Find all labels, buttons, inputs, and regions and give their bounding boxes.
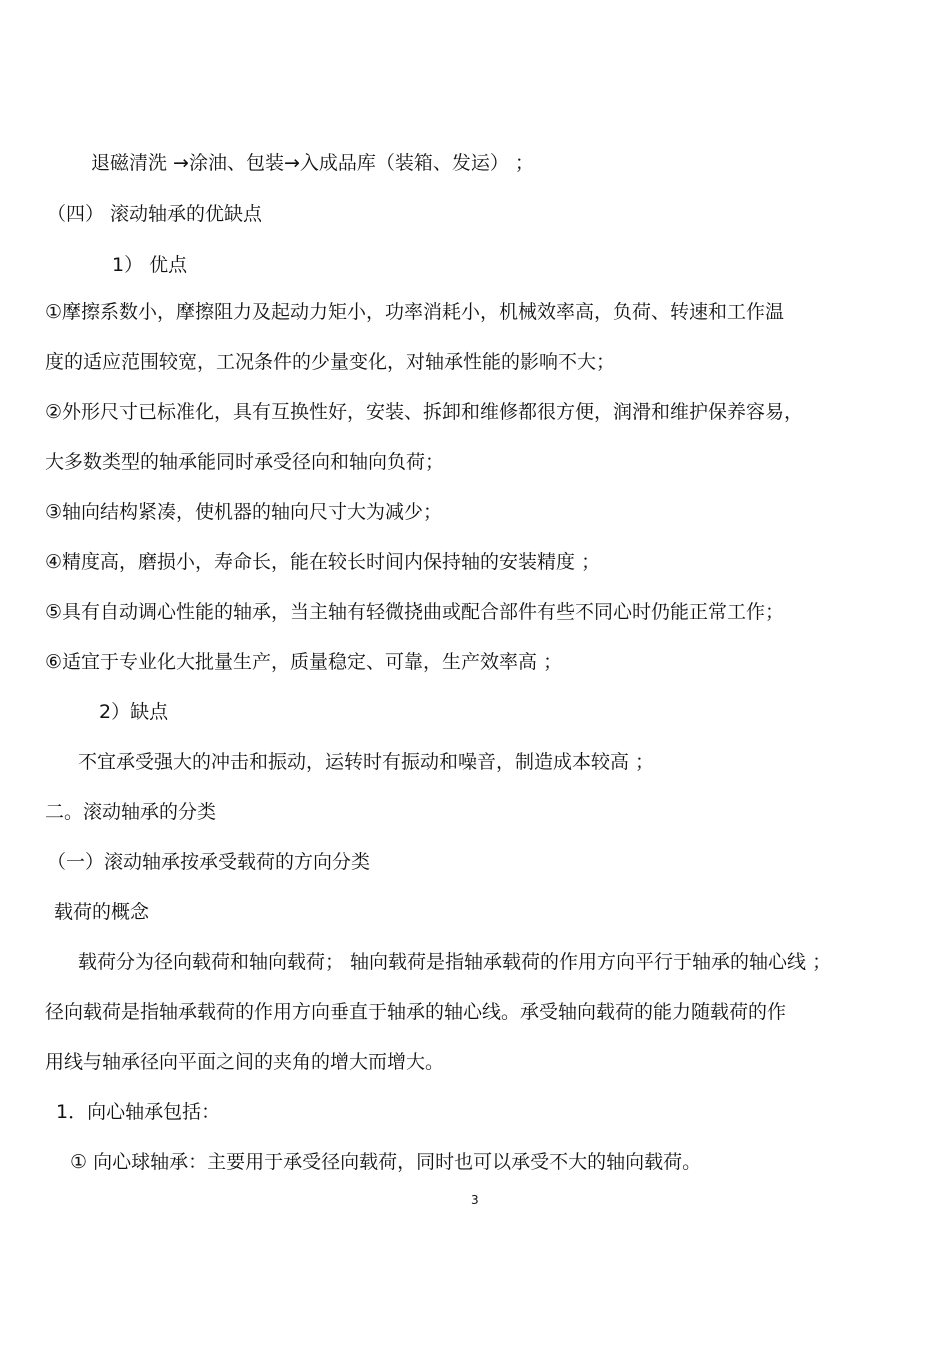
section-heading: （四） 滚动轴承的优缺点 <box>47 203 263 225</box>
list-heading: 1．向心轴承包括： <box>56 1101 221 1123</box>
text-line: ④精度高，磨损小，寿命长，能在较长时间内保持轴的安装精度 ； <box>45 551 601 573</box>
text-line: ②外形尺寸已标准化，具有互换性好，安装、拆卸和维修都很方便，润滑和维护保养容易， <box>45 401 804 423</box>
text-line: 载荷分为径向载荷和轴向载荷； 轴向载荷是指轴承载荷的作用方向平行于轴承的轴心线 ； <box>78 951 832 973</box>
page-number: 3 <box>471 1193 479 1207</box>
text-line: ①摩擦系数小，摩擦阻力及起动力矩小，功率消耗小，机械效率高，负荷、转速和工作温 <box>45 301 785 323</box>
text-line: ⑤具有自动调心性能的轴承，当主轴有轻微挠曲或配合部件有些不同心时仍能正常工作； <box>45 601 785 623</box>
text-line: 大多数类型的轴承能同时承受径向和轴向负荷； <box>45 451 445 473</box>
text-line: 度的适应范围较宽，工况条件的少量变化，对轴承性能的影响不大； <box>45 351 616 373</box>
section-heading: 二。滚动轴承的分类 <box>45 801 217 823</box>
text-line: 不宜承受强大的冲击和振动，运转时有振动和噪音，制造成本较高 ； <box>78 751 655 773</box>
text-line: ⑥适宜于专业化大批量生产，质量稳定、可靠，生产效率高 ； <box>45 651 563 673</box>
subsection-heading: 2）缺点 <box>99 701 169 723</box>
section-heading: （一）滚动轴承按承受载荷的方向分类 <box>47 851 371 873</box>
text-line: 退磁清洗 →涂油、包装→入成品库（装箱、发运） ； <box>91 152 534 174</box>
text-line: ③轴向结构紧凑，使机器的轴向尺寸大为减少； <box>45 501 443 523</box>
subsection-heading: 1） 优点 <box>112 254 188 276</box>
list-item: ① 向心球轴承：主要用于承受径向载荷，同时也可以承受不大的轴向载荷。 <box>70 1151 702 1173</box>
text-line: 径向载荷是指轴承载荷的作用方向垂直于轴承的轴心线。承受轴向载荷的能力随载荷的作 <box>45 1001 787 1023</box>
subsection-heading: 载荷的概念 <box>54 901 150 923</box>
text-line: 用线与轴承径向平面之间的夹角的增大而增大。 <box>45 1051 445 1073</box>
